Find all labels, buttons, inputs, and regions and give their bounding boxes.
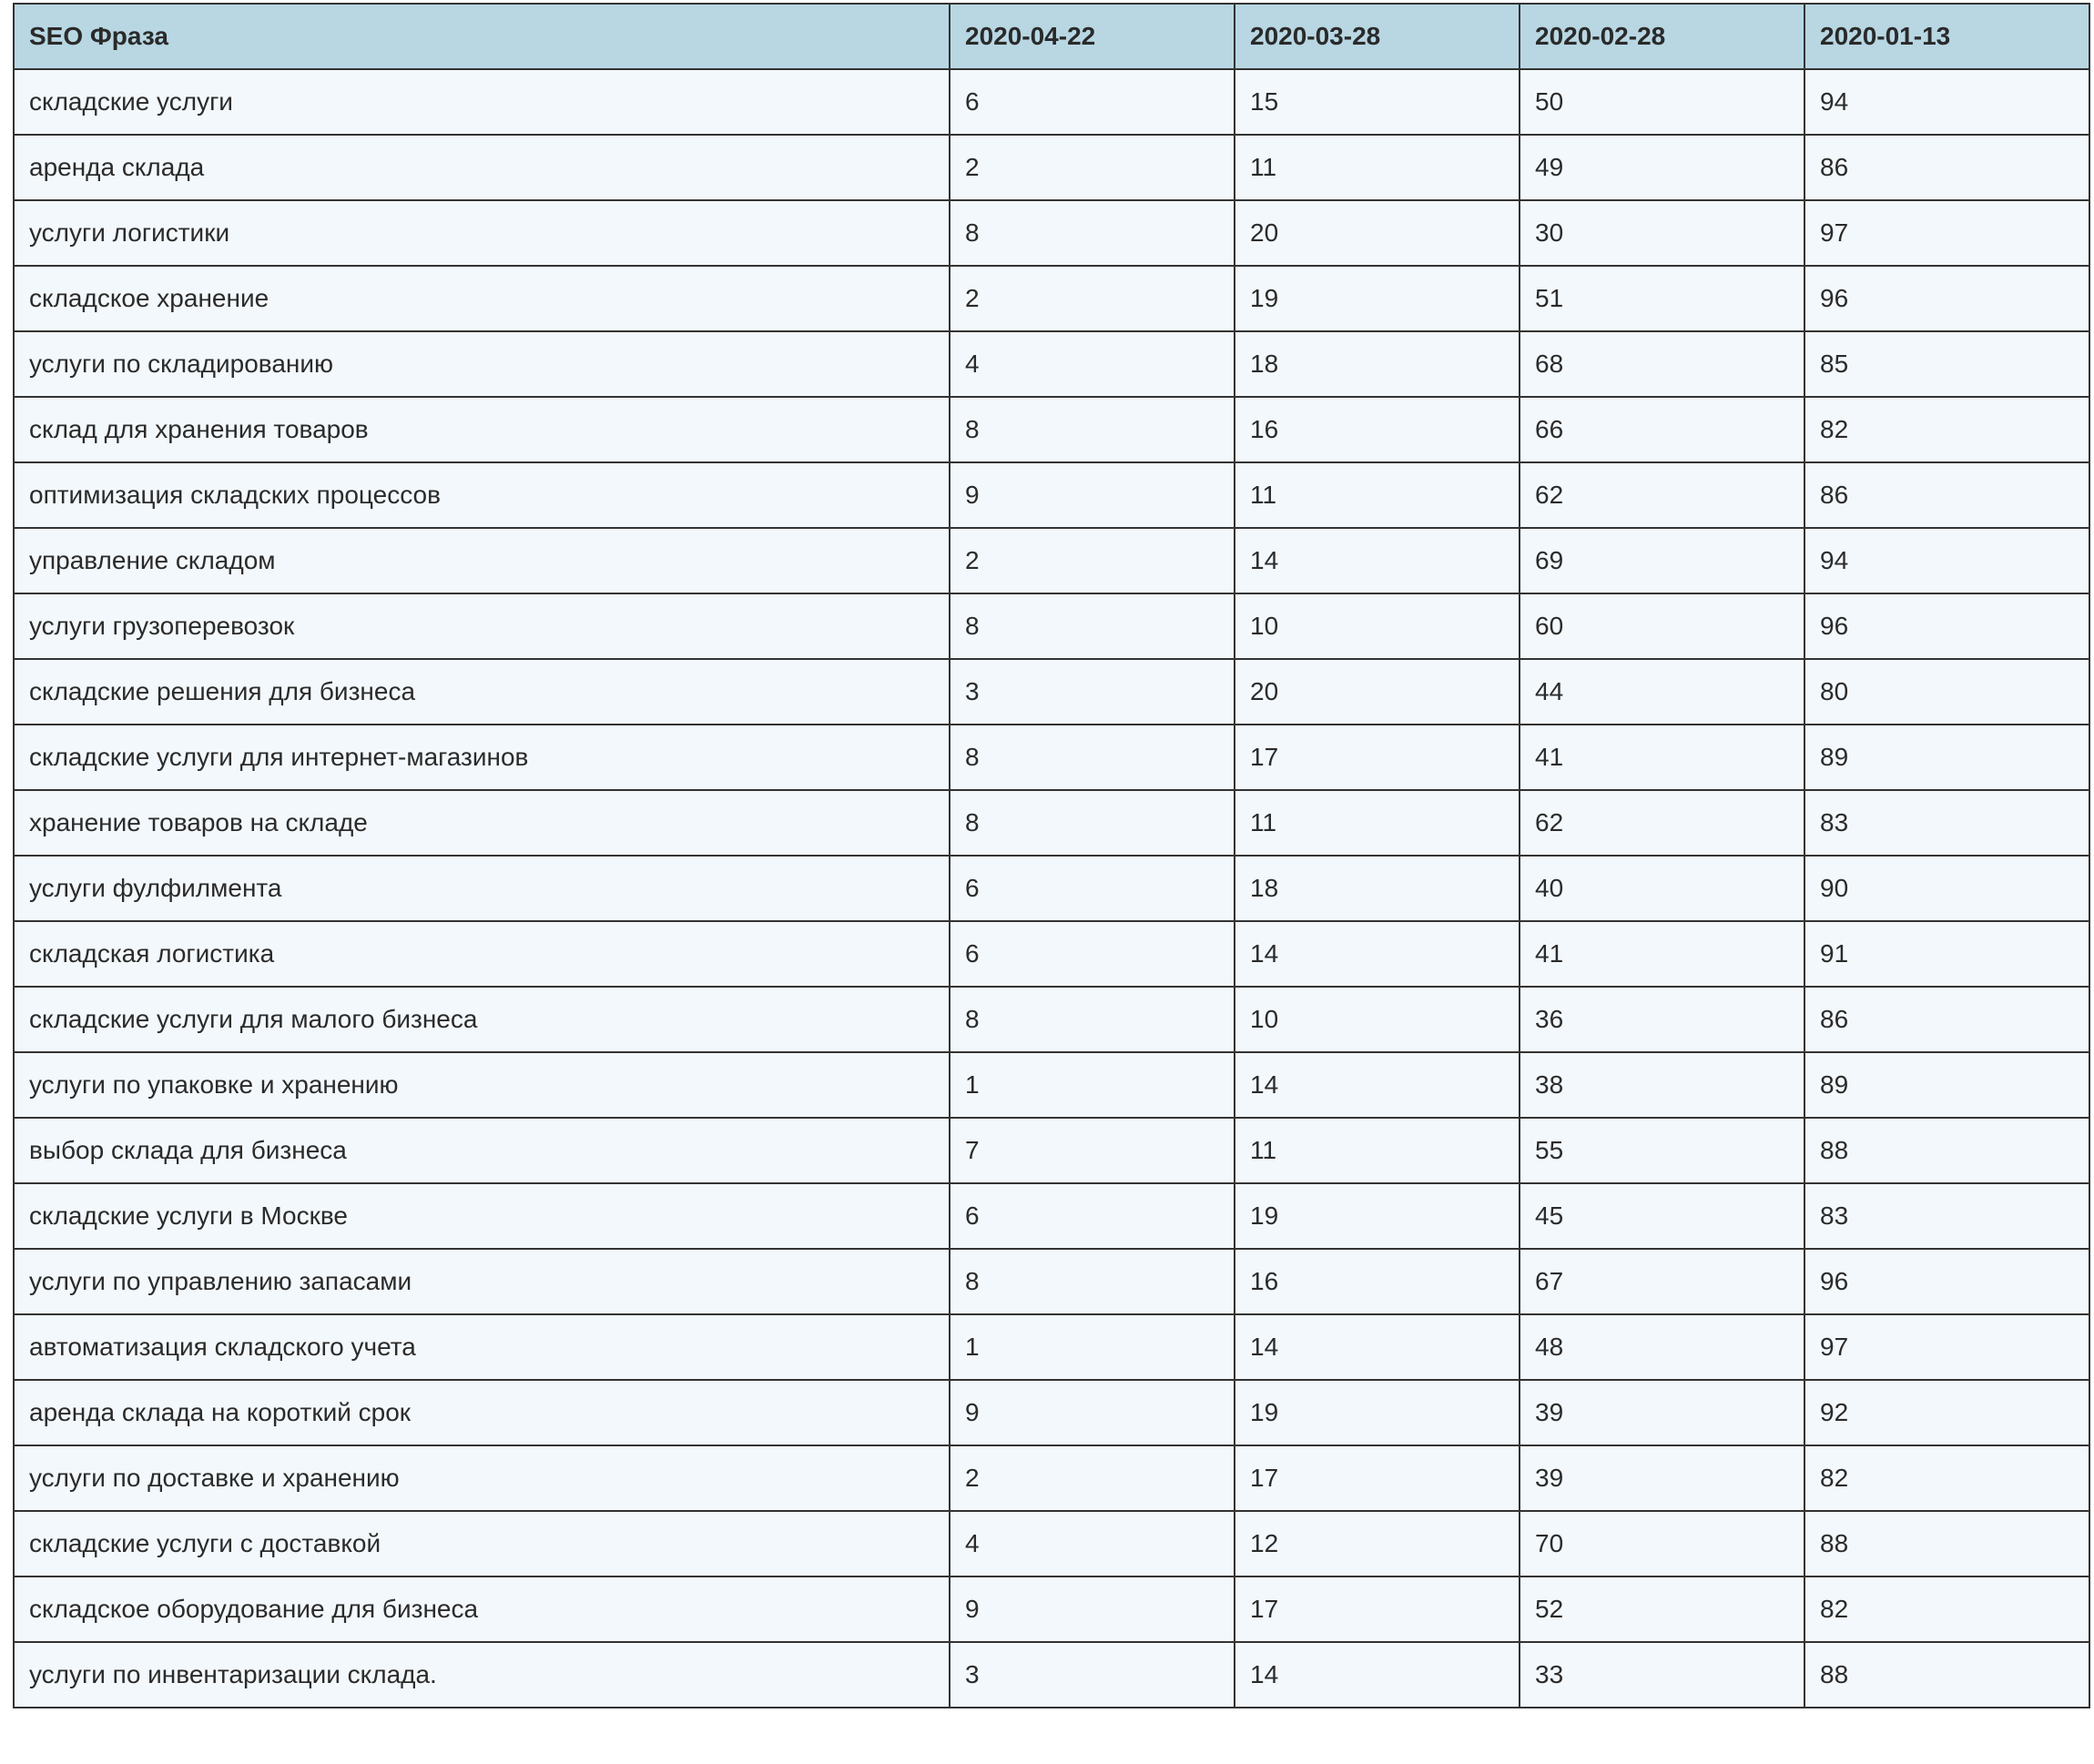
cell-rank-2020-04-22: 2 bbox=[950, 266, 1235, 331]
cell-seo-phrase: услуги по упаковке и хранению bbox=[14, 1052, 950, 1118]
table-row bbox=[14, 1314, 2089, 1380]
cell-rank-2020-04-22: 6 bbox=[950, 69, 1235, 135]
seo-rankings-table bbox=[13, 3, 2090, 1708]
cell-seo-phrase: услуги по складированию bbox=[14, 331, 950, 397]
cell-rank-2020-02-28: 66 bbox=[1520, 397, 1804, 462]
cell-seo-phrase: складские решения для бизнеса bbox=[14, 659, 950, 725]
cell-rank-2020-02-28: 48 bbox=[1520, 1314, 1804, 1380]
cell-rank-2020-04-22: 9 bbox=[950, 1380, 1235, 1445]
cell-rank-2020-01-13: 86 bbox=[1804, 135, 2089, 200]
cell-rank-2020-03-28: 20 bbox=[1235, 659, 1520, 725]
table-row bbox=[14, 69, 2089, 135]
cell-rank-2020-01-13: 92 bbox=[1804, 1380, 2089, 1445]
cell-rank-2020-04-22: 8 bbox=[950, 725, 1235, 790]
cell-rank-2020-03-28: 14 bbox=[1235, 921, 1520, 987]
cell-rank-2020-03-28: 20 bbox=[1235, 200, 1520, 266]
cell-rank-2020-02-28: 50 bbox=[1520, 69, 1804, 135]
cell-rank-2020-02-28: 39 bbox=[1520, 1445, 1804, 1511]
table-row bbox=[14, 987, 2089, 1052]
cell-rank-2020-01-13: 88 bbox=[1804, 1118, 2089, 1183]
cell-rank-2020-03-28: 17 bbox=[1235, 1445, 1520, 1511]
cell-seo-phrase: услуги по управлению запасами bbox=[14, 1249, 950, 1314]
cell-rank-2020-02-28: 69 bbox=[1520, 528, 1804, 593]
cell-rank-2020-01-13: 97 bbox=[1804, 200, 2089, 266]
cell-rank-2020-03-28: 17 bbox=[1235, 725, 1520, 790]
cell-rank-2020-04-22: 3 bbox=[950, 659, 1235, 725]
cell-rank-2020-01-13: 96 bbox=[1804, 593, 2089, 659]
table-row bbox=[14, 790, 2089, 856]
cell-rank-2020-04-22: 1 bbox=[950, 1314, 1235, 1380]
cell-rank-2020-01-13: 89 bbox=[1804, 1052, 2089, 1118]
cell-rank-2020-03-28: 14 bbox=[1235, 1052, 1520, 1118]
table-row bbox=[14, 1576, 2089, 1642]
cell-rank-2020-02-28: 44 bbox=[1520, 659, 1804, 725]
cell-rank-2020-02-28: 51 bbox=[1520, 266, 1804, 331]
cell-seo-phrase: аренда склада на короткий срок bbox=[14, 1380, 950, 1445]
cell-seo-phrase: складские услуги bbox=[14, 69, 950, 135]
header-date-2020-02-28[interactable]: 2020-02-28 bbox=[1520, 4, 1804, 69]
cell-rank-2020-04-22: 6 bbox=[950, 1183, 1235, 1249]
cell-rank-2020-03-28: 19 bbox=[1235, 266, 1520, 331]
cell-rank-2020-04-22: 9 bbox=[950, 462, 1235, 528]
table-row bbox=[14, 856, 2089, 921]
table-row bbox=[14, 397, 2089, 462]
cell-rank-2020-03-28: 10 bbox=[1235, 987, 1520, 1052]
table-row bbox=[14, 1445, 2089, 1511]
cell-rank-2020-03-28: 16 bbox=[1235, 1249, 1520, 1314]
cell-rank-2020-01-13: 82 bbox=[1804, 1445, 2089, 1511]
cell-rank-2020-02-28: 60 bbox=[1520, 593, 1804, 659]
cell-rank-2020-01-13: 85 bbox=[1804, 331, 2089, 397]
cell-rank-2020-02-28: 70 bbox=[1520, 1511, 1804, 1576]
table-row bbox=[14, 1052, 2089, 1118]
table-header bbox=[14, 4, 2089, 69]
cell-rank-2020-03-28: 15 bbox=[1235, 69, 1520, 135]
cell-rank-2020-03-28: 11 bbox=[1235, 1118, 1520, 1183]
cell-rank-2020-02-28: 68 bbox=[1520, 331, 1804, 397]
cell-rank-2020-01-13: 88 bbox=[1804, 1511, 2089, 1576]
cell-rank-2020-01-13: 82 bbox=[1804, 1576, 2089, 1642]
cell-seo-phrase: выбор склада для бизнеса bbox=[14, 1118, 950, 1183]
cell-seo-phrase: управление складом bbox=[14, 528, 950, 593]
cell-rank-2020-03-28: 11 bbox=[1235, 462, 1520, 528]
table-row bbox=[14, 1249, 2089, 1314]
cell-rank-2020-02-28: 62 bbox=[1520, 790, 1804, 856]
cell-seo-phrase: склад для хранения товаров bbox=[14, 397, 950, 462]
cell-seo-phrase: складское оборудование для бизнеса bbox=[14, 1576, 950, 1642]
cell-rank-2020-02-28: 41 bbox=[1520, 725, 1804, 790]
cell-seo-phrase: услуги по доставке и хранению bbox=[14, 1445, 950, 1511]
cell-seo-phrase: услуги грузоперевозок bbox=[14, 593, 950, 659]
cell-rank-2020-03-28: 14 bbox=[1235, 1642, 1520, 1708]
cell-rank-2020-04-22: 4 bbox=[950, 1511, 1235, 1576]
cell-seo-phrase: хранение товаров на складе bbox=[14, 790, 950, 856]
table-row bbox=[14, 266, 2089, 331]
cell-rank-2020-04-22: 3 bbox=[950, 1642, 1235, 1708]
cell-seo-phrase: складское хранение bbox=[14, 266, 950, 331]
header-row bbox=[14, 4, 2089, 69]
seo-table-container bbox=[13, 3, 2089, 1708]
cell-rank-2020-03-28: 18 bbox=[1235, 856, 1520, 921]
table-row bbox=[14, 1380, 2089, 1445]
table-row bbox=[14, 528, 2089, 593]
cell-seo-phrase: складские услуги с доставкой bbox=[14, 1511, 950, 1576]
cell-rank-2020-04-22: 6 bbox=[950, 856, 1235, 921]
cell-rank-2020-01-13: 82 bbox=[1804, 397, 2089, 462]
cell-rank-2020-03-28: 19 bbox=[1235, 1183, 1520, 1249]
cell-rank-2020-01-13: 91 bbox=[1804, 921, 2089, 987]
cell-rank-2020-03-28: 10 bbox=[1235, 593, 1520, 659]
cell-rank-2020-01-13: 86 bbox=[1804, 987, 2089, 1052]
cell-seo-phrase: складская логистика bbox=[14, 921, 950, 987]
cell-rank-2020-03-28: 17 bbox=[1235, 1576, 1520, 1642]
cell-rank-2020-04-22: 8 bbox=[950, 790, 1235, 856]
cell-rank-2020-01-13: 86 bbox=[1804, 462, 2089, 528]
cell-seo-phrase: складские услуги для интернет-магазинов bbox=[14, 725, 950, 790]
table-row bbox=[14, 1642, 2089, 1708]
cell-seo-phrase: услуги логистики bbox=[14, 200, 950, 266]
cell-rank-2020-02-28: 41 bbox=[1520, 921, 1804, 987]
cell-rank-2020-01-13: 83 bbox=[1804, 1183, 2089, 1249]
cell-rank-2020-04-22: 7 bbox=[950, 1118, 1235, 1183]
cell-seo-phrase: услуги по инвентаризации склада. bbox=[14, 1642, 950, 1708]
cell-rank-2020-01-13: 96 bbox=[1804, 1249, 2089, 1314]
cell-rank-2020-04-22: 8 bbox=[950, 1249, 1235, 1314]
cell-rank-2020-02-28: 30 bbox=[1520, 200, 1804, 266]
cell-seo-phrase: складские услуги для малого бизнеса bbox=[14, 987, 950, 1052]
table-body bbox=[14, 69, 2089, 1708]
cell-rank-2020-04-22: 8 bbox=[950, 593, 1235, 659]
cell-rank-2020-01-13: 96 bbox=[1804, 266, 2089, 331]
table-row bbox=[14, 659, 2089, 725]
cell-rank-2020-04-22: 2 bbox=[950, 135, 1235, 200]
cell-rank-2020-02-28: 55 bbox=[1520, 1118, 1804, 1183]
header-date-2020-03-28[interactable]: 2020-03-28 bbox=[1235, 4, 1520, 69]
header-seo-phrase[interactable]: SEO Фраза bbox=[14, 4, 950, 69]
header-date-2020-04-22[interactable]: 2020-04-22 bbox=[950, 4, 1235, 69]
header-date-2020-01-13[interactable]: 2020-01-13 bbox=[1804, 4, 2089, 69]
cell-rank-2020-03-28: 14 bbox=[1235, 528, 1520, 593]
cell-rank-2020-01-13: 94 bbox=[1804, 69, 2089, 135]
table-row bbox=[14, 1183, 2089, 1249]
cell-rank-2020-04-22: 8 bbox=[950, 200, 1235, 266]
cell-rank-2020-01-13: 80 bbox=[1804, 659, 2089, 725]
cell-rank-2020-04-22: 2 bbox=[950, 528, 1235, 593]
cell-rank-2020-04-22: 9 bbox=[950, 1576, 1235, 1642]
cell-rank-2020-02-28: 49 bbox=[1520, 135, 1804, 200]
cell-rank-2020-03-28: 11 bbox=[1235, 790, 1520, 856]
cell-rank-2020-01-13: 94 bbox=[1804, 528, 2089, 593]
cell-rank-2020-02-28: 52 bbox=[1520, 1576, 1804, 1642]
cell-rank-2020-04-22: 8 bbox=[950, 397, 1235, 462]
cell-rank-2020-02-28: 38 bbox=[1520, 1052, 1804, 1118]
table-row bbox=[14, 331, 2089, 397]
cell-seo-phrase: автоматизация складского учета bbox=[14, 1314, 950, 1380]
cell-rank-2020-02-28: 67 bbox=[1520, 1249, 1804, 1314]
cell-rank-2020-03-28: 11 bbox=[1235, 135, 1520, 200]
table-row bbox=[14, 1118, 2089, 1183]
table-row bbox=[14, 200, 2089, 266]
table-row bbox=[14, 725, 2089, 790]
table-row bbox=[14, 135, 2089, 200]
cell-seo-phrase: складские услуги в Москве bbox=[14, 1183, 950, 1249]
cell-rank-2020-03-28: 14 bbox=[1235, 1314, 1520, 1380]
cell-rank-2020-02-28: 62 bbox=[1520, 462, 1804, 528]
cell-seo-phrase: аренда склада bbox=[14, 135, 950, 200]
cell-rank-2020-01-13: 89 bbox=[1804, 725, 2089, 790]
cell-seo-phrase: оптимизация складских процессов bbox=[14, 462, 950, 528]
cell-seo-phrase: услуги фулфилмента bbox=[14, 856, 950, 921]
cell-rank-2020-04-22: 8 bbox=[950, 987, 1235, 1052]
cell-rank-2020-03-28: 16 bbox=[1235, 397, 1520, 462]
table-row bbox=[14, 593, 2089, 659]
cell-rank-2020-01-13: 83 bbox=[1804, 790, 2089, 856]
cell-rank-2020-03-28: 19 bbox=[1235, 1380, 1520, 1445]
cell-rank-2020-03-28: 12 bbox=[1235, 1511, 1520, 1576]
table-row bbox=[14, 462, 2089, 528]
table-row bbox=[14, 921, 2089, 987]
cell-rank-2020-04-22: 2 bbox=[950, 1445, 1235, 1511]
cell-rank-2020-01-13: 90 bbox=[1804, 856, 2089, 921]
cell-rank-2020-04-22: 4 bbox=[950, 331, 1235, 397]
cell-rank-2020-01-13: 88 bbox=[1804, 1642, 2089, 1708]
cell-rank-2020-02-28: 40 bbox=[1520, 856, 1804, 921]
table-row bbox=[14, 1511, 2089, 1576]
cell-rank-2020-01-13: 97 bbox=[1804, 1314, 2089, 1380]
cell-rank-2020-02-28: 45 bbox=[1520, 1183, 1804, 1249]
cell-rank-2020-02-28: 39 bbox=[1520, 1380, 1804, 1445]
cell-rank-2020-02-28: 33 bbox=[1520, 1642, 1804, 1708]
cell-rank-2020-02-28: 36 bbox=[1520, 987, 1804, 1052]
cell-rank-2020-04-22: 6 bbox=[950, 921, 1235, 987]
cell-rank-2020-04-22: 1 bbox=[950, 1052, 1235, 1118]
cell-rank-2020-03-28: 18 bbox=[1235, 331, 1520, 397]
